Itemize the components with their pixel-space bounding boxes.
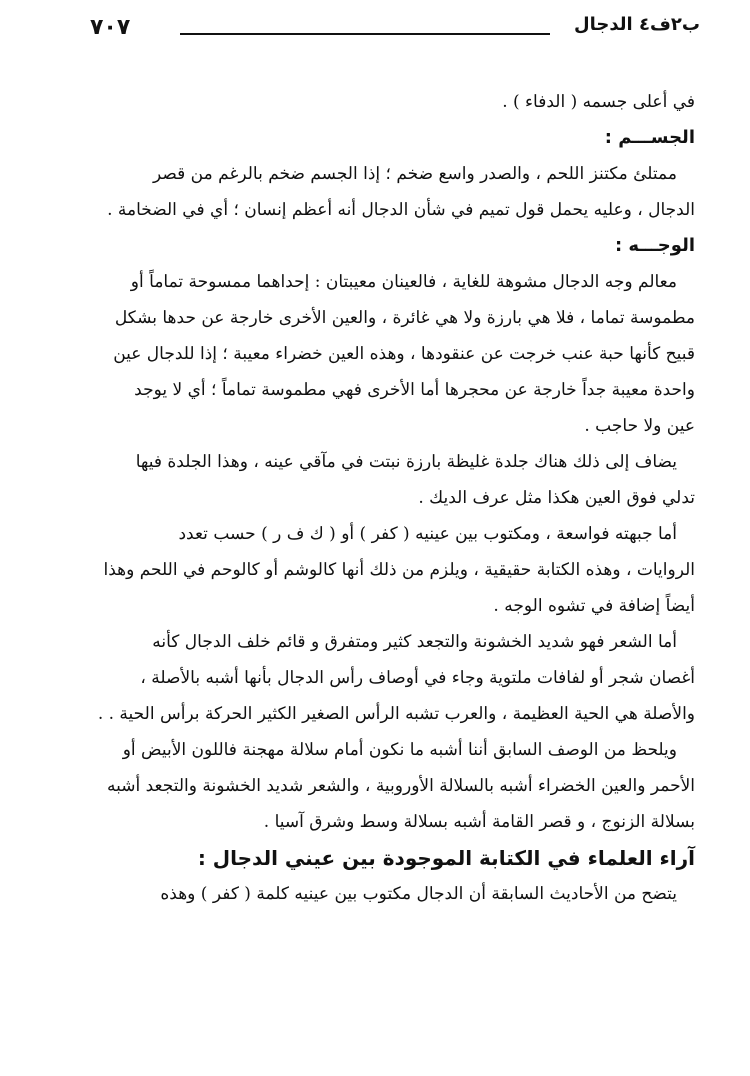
text-line: الدجال ، وعليه يحمل قول تميم في شأن الدجال أنه أعظم إنسان ؛ أي في الضخامة . xyxy=(107,200,695,220)
page-body xyxy=(75,84,695,912)
text-line: الروايات ، وهذه الكتابة حقيقية ، ويلزم من ذلك أنها كالوشم أو كالوحم في اللحم وهذا xyxy=(103,560,695,580)
page-number: ٧٠٧ xyxy=(90,15,131,40)
text-line: بسلالة الزنوج ، و قصر القامة أشبه بسلالة وسط وشرق آسيا . xyxy=(263,812,695,832)
text-line: يضاف إلى ذلك هناك جلدة غليظة بارزة نبتت في مآقي عينه ، وهذا الجلدة فيها xyxy=(135,452,677,472)
text-line: ويلحظ من الوصف السابق أننا أشبه ما نكون أمام سلالة مهجنة فاللون الأبيض أو xyxy=(122,740,677,760)
text-line: في أعلى جسمه ( الدفاء ) . xyxy=(502,92,695,112)
section-heading-body: الجســـم : xyxy=(604,127,695,148)
text-line: ممتلئ مكتنز اللحم ، والصدر واسع ضخم ؛ إذا الجسم ضخم بالرغم من قصر xyxy=(153,164,677,184)
text-line: واحدة معيبة جداً خارجة عن محجرها أما الأخرى فهي مطموسة تماماً ؛ أي لا يوجد xyxy=(134,380,695,400)
text-line: مطموسة تماما ، فلا هي بارزة ولا هي غائرة ، والعين الأخرى خارجة عن حدها بشكل xyxy=(114,308,695,328)
text-line: والأصلة هي الحية العظيمة ، والعرب تشبه الرأس الصغير الكثير الحركة برأس الحية . . xyxy=(97,704,695,724)
running-head: ب٢ف٤ الدجال xyxy=(574,14,700,35)
page-header xyxy=(90,14,700,48)
section-heading-scholars: آراء العلماء في الكتابة الموجودة بين عيني الدجال : xyxy=(197,846,695,870)
text-line: الأحمر والعين الخضراء أشبه بالسلالة الأوروبية ، والشعر شديد الخشونة والتجعد أشبه xyxy=(107,776,695,796)
text-line: عين ولا حاجب . xyxy=(584,416,695,436)
text-line: أما جبهته فواسعة ، ومكتوب بين عينيه ( كفر ) أو ( ك ف ر ) حسب تعدد xyxy=(178,524,677,544)
text-line: معالم وجه الدجال مشوهة للغاية ، فالعينان معيبتان : إحداهما ممسوحة تماماً أو xyxy=(130,272,677,292)
header-rule xyxy=(180,33,550,35)
text-line: يتضح من الأحاديث السابقة أن الدجال مكتوب بين عينيه كلمة ( كفر ) وهذه xyxy=(160,884,677,904)
section-heading-face: الوجـــه : xyxy=(614,235,695,256)
text-line: أما الشعر فهو شديد الخشونة والتجعد كثير ومتفرق و قائم خلف الدجال كأنه xyxy=(152,632,677,652)
text-line: قبيح كأنها حبة عنب خرجت عن عنقودها ، وهذه العين خضراء معيبة ؛ إذا للدجال عين xyxy=(113,344,695,364)
text-line: أيضاً إضافة في تشوه الوجه . xyxy=(493,596,695,616)
text-line: أغصان شجر أو لفافات ملتوية وجاء في أوصاف رأس الدجال بأنها أشبه بالأصلة ، xyxy=(140,668,695,688)
text-line: تدلي فوق العين هكذا مثل عرف الديك . xyxy=(418,488,695,508)
